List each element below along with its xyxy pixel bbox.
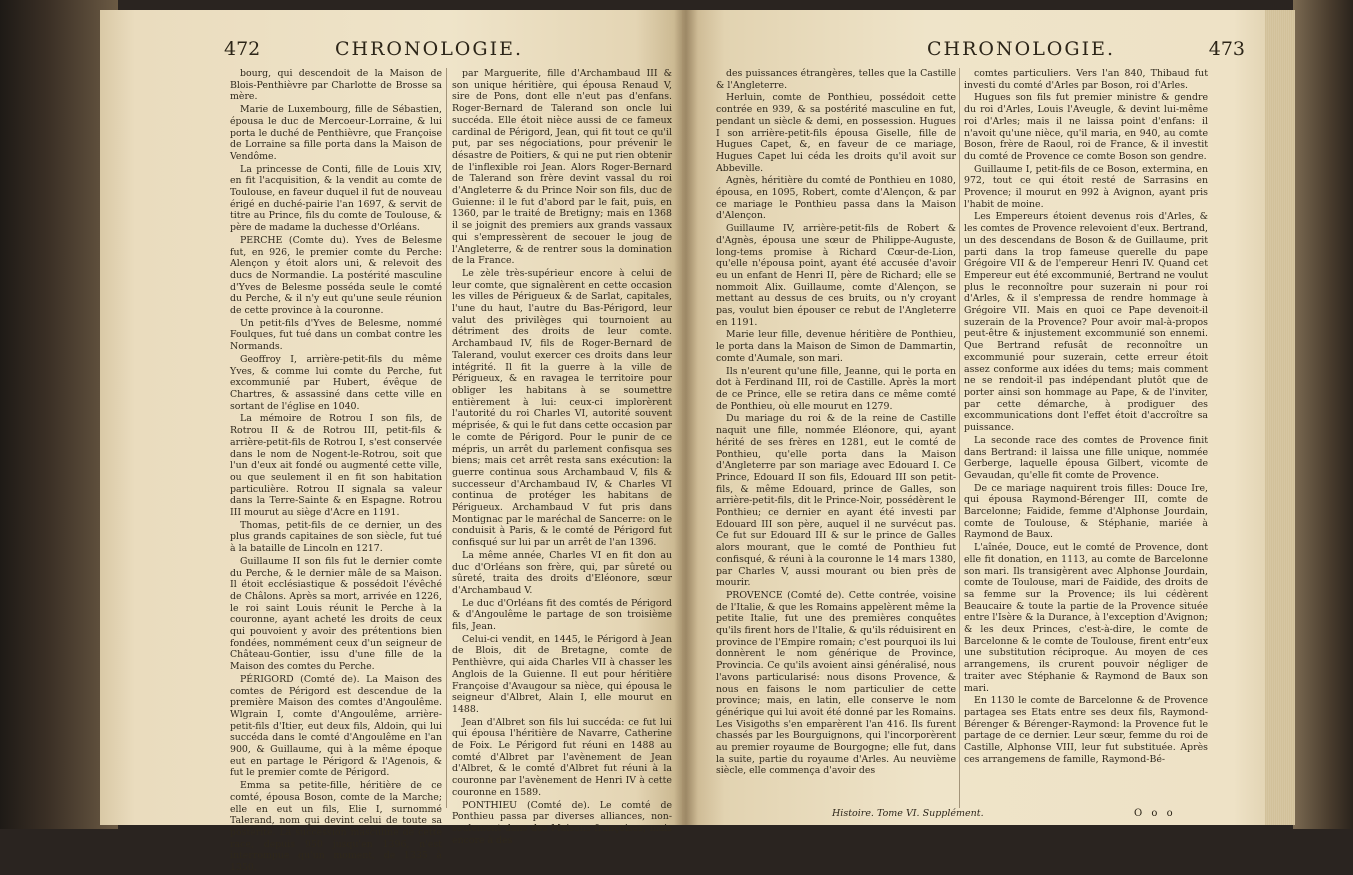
right-column-1 xyxy=(716,68,956,778)
paragraph: Herluin, comte de Ponthieu, possédoit cette contrée en 939, & sa postérité masculine en fut, pendant un siècle & demi, en possession. Hugues I son arrière-petit-fils épousa Giselle, fille de Hugues Capet, &, en faveur de ce mariage, Hugues Capet lui céda les droits qu'il avoit sur Abbeville. xyxy=(716,92,956,174)
paragraph: Celui-ci vendit, en 1445, le Périgord à Jean de Blois, dit de Bretagne, comte de Penthièvre, qui aida Charles VII à chasser les Anglois de la Guienne. Il eut pour héritière Françoise d'Avaugour sa nièce, qui épousa le seigneur d'Albret, Alain I, elle mourut en 1488. xyxy=(452,633,672,715)
paragraph: par Marguerite, fille d'Archambaud III & son unique héritière, qui épousa Renaud V, sire de Pons, dont elle n'eut pas d'enfans. Roger-Bernard de Talerand son oncle lui succéda. Elle étoit nièce aussi de ce fameux cardinal de Périgord, Jean, qui fit tout ce qu'il put, par ses négociations, pour prévenir le désastre de Poitiers, & qui ne put rien obtenir de l'inflexible roi Jean. Alors Roger-Bernard de Talerand son frère devint vassal du roi d'Angleterre & du Prince Noir son fils, duc de Guienne: il le fut d'abord par le fait, puis, en 1360, par le traité de Bretigny; mais en 1368 il se joignit des premiers aux grands vassaux qui s'empressèrent de secouer le joug de l'Angleterre, & de rentrer sous la domination de la France. xyxy=(452,68,672,267)
left-page xyxy=(100,10,682,874)
paragraph: PERCHE (Comte du). Yves de Belesme fut, en 926, le premier comte du Perche: Alençon y étoit alors uni, & relevoit des ducs de Normandie. La postérité masculine d'Yves de Belesme posséda seule le comté du Perche, & il n'y eut qu'une seule réunion de cette province à la couronne. xyxy=(230,234,442,317)
paragraph: La princesse de Conti, fille de Louis XIV, en fit l'acquisition, & la vendit au comte de Toulouse, en faveur duquel il fut de nouveau érigé en duché-pairie l'an 1697, & servit de titre au Prince, fils du comte de Toulouse, & père de madame la duchesse d'Orléans. xyxy=(230,163,442,234)
paragraph: PROVENCE (Comté de). Cette contrée, voisine de l'Italie, & que les Romains appelèrent même la petite Italie, fut une des premières conquêtes qu'ils firent hors de l'Italie, & qu'ils réduisirent en province de l'Empire romain; c'est pourquoi ils lui donnèrent le nom générique de Province, Provincia. Ce qu'ils avoient ainsi généralisé, nous l'avons particularisé: nous disons Provence, & nous en faisons le nom particulier de cette province; mais, en latin, elle conserve le nom générique qui lui avoit été donné par les Romains. Les Visigoths s'en emparèrent l'an 416. Ils furent chassés par les Bourguignons, qui l'incorporèrent au premier royaume de Bourgogne; elle fut, dans la suite, partie du royaume d'Arles. Au neuvième siècle, elle commença d'avoir des xyxy=(716,589,956,777)
paragraph: PÉRIGORD (Comté de). La Maison des comtes de Périgord est descendue de la première Maison des comtes d'Angoulême. Wlgrain I, comte d'Angoulême, arrière-petit-fils d'Itier, eut deux fils, Aldoin, qui lui succéda dans le comté d'Angoulême en l'an 900, & Guillaume, qui à la même époque eut en partage le Périgord & l'Agenois, & fut le premier comte de Périgord. xyxy=(230,673,442,779)
page-number-right: 473 xyxy=(1208,38,1245,60)
paragraph: Guillaume II son fils fut le dernier comte du Perche, & le dernier mâle de sa Maison. Il étoit ecclésiastique & possédoit l'évêché de Châlons. Après sa mort, arrivée en 1226, le roi saint Louis réunit le Perche à la couronne, ayant acheté les droits de ceux qui pouvoient y avoir des prétentions bien fondées, nommément ceux d'un seigneur de Château-Gontier, issu d'une fille de la Maison des comtes du Perche. xyxy=(230,555,442,673)
paragraph: L'aînée, Douce, eut le comté de Provence, dont elle fit donation, en 1113, au comte de Barcelonne son mari. Ils transigèrent avec Alphonse Jourdain, comte de Toulouse, mari de Faidide, des droits de sa femme sur la Provence; ils lui cédèrent Beaucaire & toute la partie de la Provence située entre l'Isère & la Durance, à l'exception d'Avignon; & les deux Princes, c'est-à-dire, le comte de Barcelonne & le comte de Toulouse, firent entr'eux une substitution réciproque. Au moyen de ces arrangemens, ils crurent pouvoir négliger de traiter avec Stéphanie & Raymond de Baux son mari. xyxy=(964,542,1208,694)
paragraph: De ce mariage naquirent trois filles: Douce Ire, qui épousa Raymond-Bérenger III, comte de Barcelonne; Faidide, femme d'Alphonse Jourdain, comte de Toulouse, & Stéphanie, mariée à Raymond de Baux. xyxy=(964,482,1208,541)
scan-background-right xyxy=(1293,0,1353,829)
paragraph: Un petit-fils d'Yves de Belesme, nommé Foulques, fut tué dans un combat contre les Normands. xyxy=(230,317,442,353)
paragraph: Geoffroy I, arrière-petit-fils du même Yves, & comme lui comte du Perche, fut excommunié par Hubert, évêque de Chartres, & assassiné dans cette ville en sortant de l'église en 1040. xyxy=(230,353,442,412)
paragraph: des puissances étrangères, telles que la Castille & l'Angleterre. xyxy=(716,68,956,91)
paragraph: Marie de Luxembourg, fille de Sébastien, épousa le duc de Mercoeur-Lorraine, & lui porta le duché de Penthièvre, que Françoise de Lorraine sa fille porta dans la Maison de Vendôme. xyxy=(230,104,442,162)
paragraph: Le zèle très-supérieur encore à celui de leur comte, que signalèrent en cette occasion les villes de Périgueux & de Sarlat, capitales, l'une du haut, l'autre du Bas-Périgord, leur valut des privilèges qui tournoient au détriment des droits de leur comte. Archambaud IV, fils de Roger-Bernard de Talerand, voulut exercer ces droits dans leur intégrité. Il fit la guerre à la ville de Périgueux, & en ravagea le territoire pour obliger les habitans à se soumettre entièrement à lui: ceux-ci implorèrent l'autorité du roi Charles VI, autorité souvent méprisée, & qui le fut dans cette occasion par le comte de Périgord. Pour le punir de ce mépris, un arrêt du parlement confisqua ses biens; mais cet arrêt resta sans exécution: la guerre continua sous Archambaud V, fils & successeur d'Archambaud IV, & Charles VI continua de protéger les habitans de Périgueux. Archambaud V fut pris dans Montignac par le maréchal de Sancerre: on le conduisit à Paris, & le comté de Périgord fut confisqué sur lui par un arrêt de l'an 1396. xyxy=(452,267,672,549)
paragraph: Guillaume I, petit-fils de ce Boson, extermina, en 972, tout ce qui étoit resté de Sarrasins en Provence; il mourut en 992 à Avignon, ayant pris l'habit de moine. xyxy=(964,163,1208,210)
paragraph: Agnès, héritière du comté de Ponthieu en 1080, épousa, en 1095, Robert, comte d'Alençon, & par ce mariage le Ponthieu passa dans la Maison d'Alençon. xyxy=(716,175,956,222)
paragraph: Thomas, petit-fils de ce dernier, un des plus grands capitaines de son siècle, fut tué à la bataille de Lincoln en 1217. xyxy=(230,519,442,555)
page-fore-edge xyxy=(1265,10,1295,825)
paragraph: Jean d'Albret son fils lui succéda: ce fut lui qui épousa l'héritière de Navarre, Catherine de Foix. Le Périgord fut réuni en 1488 au comté d'Albret par l'avènement de Jean d'Albret, & le comté d'Albret fut réuni à la couronne par l'avènement de Henri IV à cette couronne en 1589. xyxy=(452,716,672,798)
signature-mark: O o o xyxy=(1134,808,1176,819)
paragraph: La même année, Charles VI en fit don au duc d'Orléans son frère, qui, par sûreté ou sûreté, traita des droits d'Eléonore, sœur d'Archambaud V. xyxy=(452,549,672,596)
left-column-2 xyxy=(452,68,672,847)
paragraph: Emma sa petite-fille, héritière de ce comté, épousa Boson, comte de la Marche; elle en eut un fils, Elie I, surnommé Talerand, nom qui devint celui de toute sa postérité. La succession masculine de cette race, depuis 950 jusqu'en 1396, n'est interrompue qu'un moment, de 1335 à 1350, xyxy=(230,780,442,874)
paragraph: Les Empereurs étoient devenus rois d'Arles, & les comtes de Provence relevoient d'eux. Bertrand, un des descendans de Boson & de Guillaume, prit parti dans la trop fameuse querelle du pape Grégoire VII & de l'empereur Henri IV. Quand cet Empereur eut été excommunié, Bertrand ne voulut plus le reconnoître pour suzerain ni pour roi d'Arles, & il s'empressa de rendre hommage à Grégoire VII. Mais en quoi ce Pape devenoit-il suzerain de la Provence? Pour avoir mal-à-propos peut-être & injustement excommunié son ennemi. Que Bertrand refusât de reconnoître un excommunié pour suzerain, cette erreur étoit assez conforme aux idées du tems; mais comment ne se rendoit-il pas indépendant plutôt que de porter ainsi son hommage au Pape, & de l'inviter, par cette démarche, à prodiguer des excommunications dont l'effet étoit d'accroître sa puissance. xyxy=(964,211,1208,434)
paragraph: La seconde race des comtes de Provence finit dans Bertrand: il laissa une fille unique, nommée Gerberge, laquelle épousa Gilbert, vicomte de Gevaudan, qu'elle fit comte de Provence. xyxy=(964,434,1208,481)
running-title-right: CHRONOLOGIE. xyxy=(927,38,1115,60)
page-number-left: 472 xyxy=(224,38,261,60)
paragraph: En 1130 le comte de Barcelonne & de Provence partagea ses Etats entre ses deux fils, Raymond-Bérenger & Bérenger-Raymond: la Provence fut le partage de ce dernier. Leur sœur, femme du roi de Castille, Alphonse VIII, leur fut substituée. Après ces arrangemens de famille, Raymond-Bé- xyxy=(964,695,1208,765)
paragraph: Ils n'eurent qu'une fille, Jeanne, qui le porta en dot à Ferdinand III, roi de Castille. Après la mort de ce Prince, elle se retira dans ce même comté de Ponthieu, où elle mourut en 1279. xyxy=(716,365,956,412)
running-title-left: CHRONOLOGIE. xyxy=(335,38,523,60)
paragraph: Marie leur fille, devenue héritière de Ponthieu, le porta dans la Maison de Simon de Dammartin, comte d'Aumale, son mari. xyxy=(716,329,956,364)
paragraph: La mémoire de Rotrou I son fils, de Rotrou II & de Rotrou III, petit-fils & arrière-petit-fils de Rotrou I, s'est conservée dans le nom de Nogent-le-Rotrou, soit que l'un d'eux ait fondé ou augmenté cette ville, ou que seulement il en fit son habitation particulière. Rotrou II signala sa valeur dans la Terre-Sainte & en Espagne. Rotrou III mourut au siège d'Acre en 1191. xyxy=(230,413,442,519)
paragraph: bourg, qui descendoit de la Maison de Blois-Penthièvre par Charlotte de Brosse sa mère. xyxy=(230,68,442,103)
right-column-2 xyxy=(964,68,1208,766)
column-rule-right xyxy=(959,68,960,808)
left-column-1 xyxy=(230,68,442,875)
paragraph: Le duc d'Orléans fit des comtés de Périgord & d'Angoulême le partage de son troisième fils, Jean. xyxy=(452,597,672,633)
paragraph: comtes particuliers. Vers l'an 840, Thibaud fut investi du comté d'Arles par Boson, roi d'Arles. xyxy=(964,68,1208,91)
column-rule-left xyxy=(446,68,447,808)
paragraph: Hugues son fils fut premier ministre & gendre du roi d'Arles, Louis l'Aveugle, & devint lui-même roi d'Arles; mais il ne laissa point d'enfans: il n'avoit qu'une nièce, qu'il maria, en 940, au comte Boson, frère de Raoul, roi de France, & il investit du comté de Provence ce comte Boson son gendre. xyxy=(964,92,1208,162)
page-footer: Histoire. Tome VI. Supplément. xyxy=(832,808,984,819)
paragraph: Du mariage du roi & de la reine de Castille naquit une fille, nommée Eléonore, qui, ayant hérité de ses frères en 1281, eut le comté de Ponthieu, qu'elle porta dans la Maison d'Angleterre par son mariage avec Edouard I. Ce Prince, Edouard II son fils, Edouard III son petit-fils, & même Edouard, prince de Galles, son arrière-petit-fils, dit le Prince-Noir, possédèrent le Ponthieu; ce dernier en ayant été investi par Edouard III son père, auquel il ne survécut pas. Ce fut sur Edouard III & sur le prince de Galles alors mourant, que le comté de Ponthieu fut confisqué, & réuni à la couronne le 14 mars 1380, par Charles V, aussi mourant ou bien près de mourir. xyxy=(716,413,956,589)
paragraph: PONTHIEU (Comté de). Le comté de Ponthieu passa par diverses alliances, non-seulement dans des Maisons françoises, mais encore à des xyxy=(452,799,672,846)
paragraph: Guillaume IV, arrière-petit-fils de Robert & d'Agnès, épousa une sœur de Philippe-Auguste, long-tems promise à Richard Cœur-de-Lion, qu'elle n'épousa point, ayant été accusée d'avoir eu un enfant de Henri II, père de Richard; elle se nommoit Alix. Guillaume, comte d'Alençon, se mettant au dessus de ces bruits, ou n'y croyant pas, voulut bien épouser ce rebut de l'Angleterre en 1191. xyxy=(716,223,956,328)
open-book xyxy=(100,10,1295,874)
right-page xyxy=(682,10,1295,825)
